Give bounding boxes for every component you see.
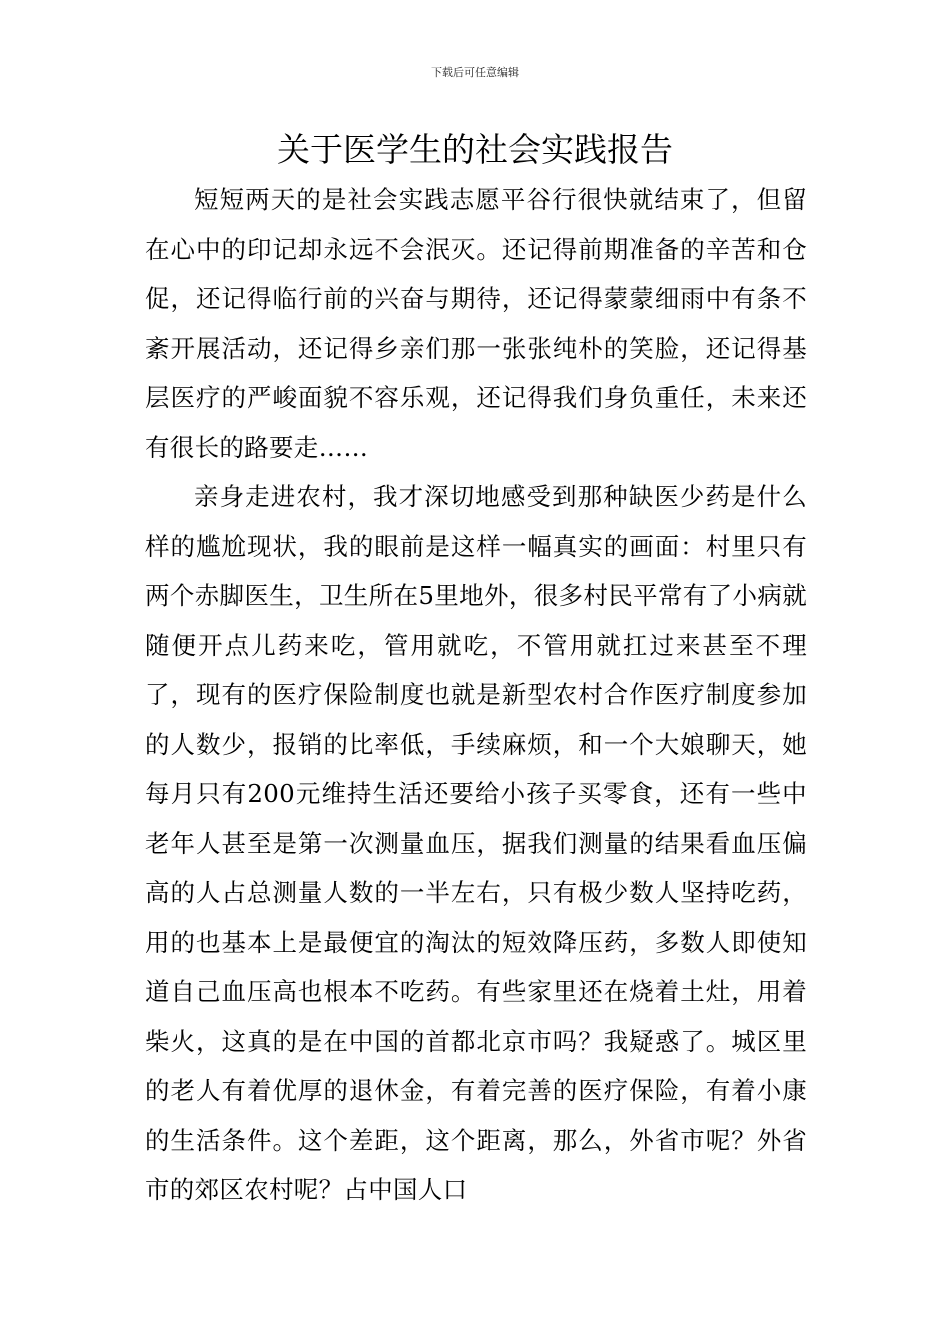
header-note: 下载后可任意编辑: [431, 66, 519, 79]
document-body: [145, 175, 807, 1215]
paragraph-2: 亲身走进农村，我才深切地感受到那种缺医少药是什么样的尴尬现状，我的眼前是这样一幅真实的画面：村里只有两个赤脚医生，卫生所在5里地外，很多村民平常有了小病就随便开点儿药来吃，管用就吃，不管用就扛过来甚至不理了，现有的医疗保险制度也就是新型农村合作医疗制度参加的人数少，报销的比率低，手续麻烦，和一个大娘聊天，她每月只有200元维持生活还要给小孩子买零食，还有一些中老年人甚至是第一次测量血压，据我们测量的结果看血压偏高的人占总测量人数的一半左右，只有极少数人坚持吃药，用的也基本上是最便宜的淘汰的短效降压药，多数人即使知道自己血压高也根本不吃药。有些家里还在烧着土灶，用着柴火，这真的是在中国的首都北京市吗？我疑惑了。城区里的老人有着优厚的退休金，有着完善的医疗保险，有着小康的生活条件。这个差距，这个距离，那么，外省市呢？外省市的郊区农村呢？占中国人口: [145, 482, 807, 1204]
paragraph-1: 短短两天的是社会实践志愿平谷行很快就结束了，但留在心中的印记却永远不会泯灭。还记得前期准备的辛苦和仓促，还记得临行前的兴奋与期待，还记得蒙蒙细雨中有条不紊开展活动，还记得乡亲们那一张张纯朴的笑脸，还记得基层医疗的严峻面貌不容乐观，还记得我们身负重任，未来还有很长的路要走……: [145, 185, 807, 462]
document-title: 关于医学生的社会实践报告: [277, 130, 673, 169]
